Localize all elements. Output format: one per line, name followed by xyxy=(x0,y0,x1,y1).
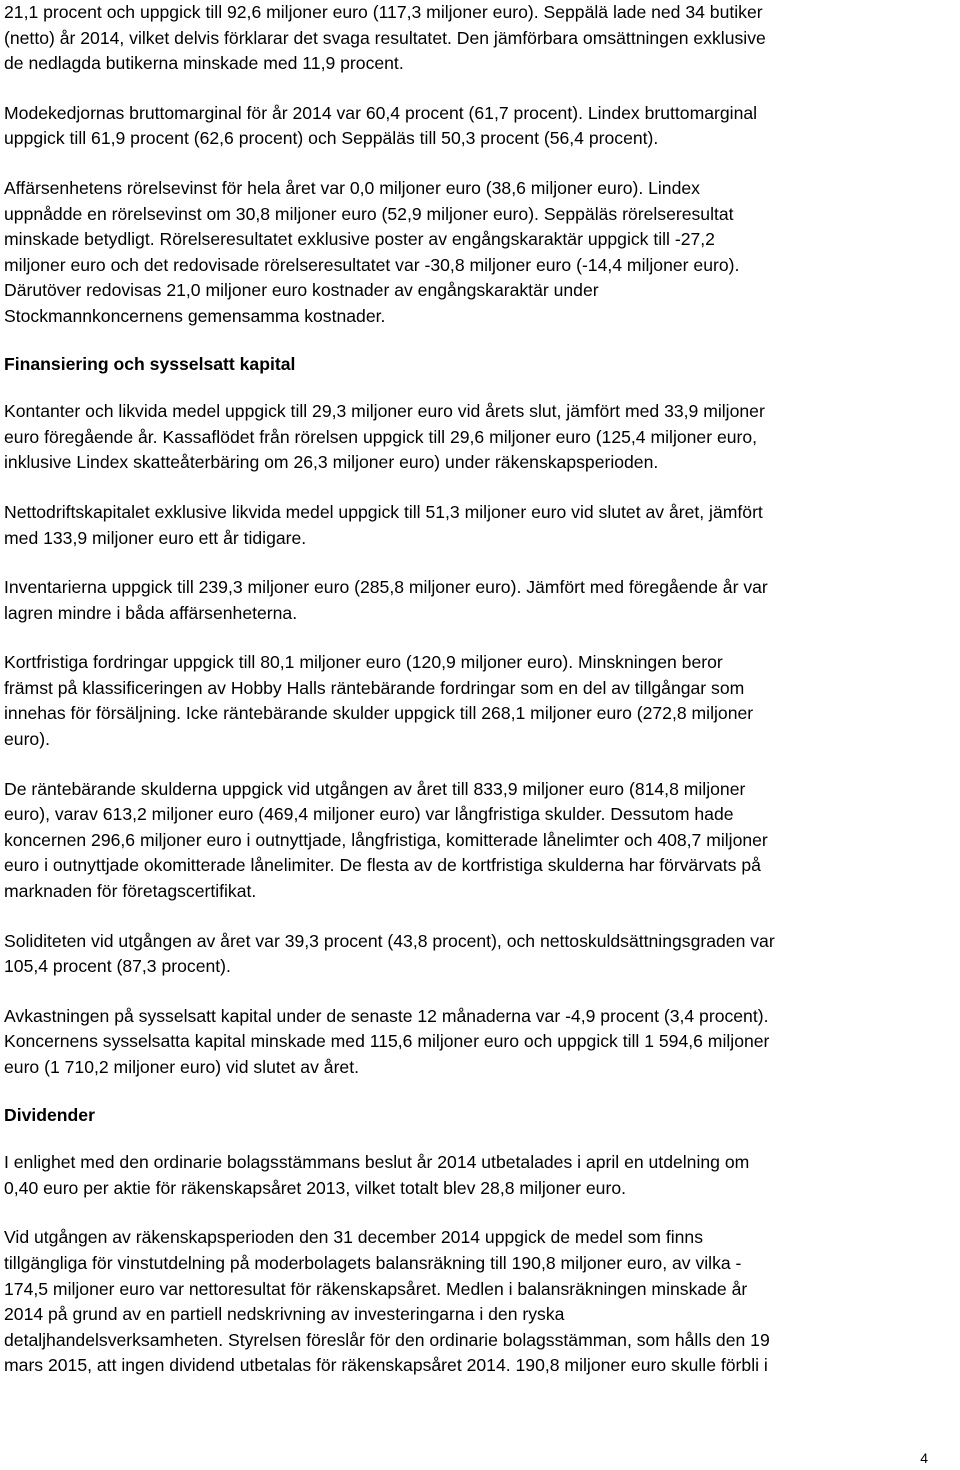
paragraph-seppala-results: 21,1 procent och uppgick till 92,6 miljoner euro (117,3 miljoner euro). Seppälä lade ned 34 butiker (netto) år 2014, vilket delvis förklarar det svaga resultatet. Den jämförbara omsättningen exklusive de nedlagda butikerna minskade med 11,9 procent. xyxy=(4,2,766,74)
paragraph-dividend-paid: I enlighet med den ordinarie bolagsstämmans beslut år 2014 utbetalades i april en utdelning om 0,40 euro per aktie för räkenskapsåret 2013, vilket totalt blev 28,8 miljoner euro. xyxy=(4,1152,750,1198)
paragraph-interest-bearing-debt: De räntebärande skulderna uppgick vid utgången av året till 833,9 miljoner euro (814,8 miljoner euro), varav 613,2 miljoner euro (469,4 miljoner euro) var långfristiga skulder. Dessutom hade koncernen 296,6 miljoner euro i outnyttjade, långfristiga, komitterade lånelimter och 408,7 miljoner euro i outnyttjade okomitterade lånelimiter. De flesta av de kortfristiga skulderna har förvärvats på marknaden för företagscertifikat. xyxy=(4,778,768,902)
page-number: 4 xyxy=(920,1450,928,1466)
paragraph-gross-margin: Modekedjornas bruttomarginal för år 2014 var 60,4 procent (61,7 procent). Lindex bruttomarginal uppgick till 61,9 procent (62,6 procent) och Seppäläs till 50,3 procent (56,4 procent). xyxy=(4,102,758,149)
document-page xyxy=(4,0,956,1379)
paragraph-inventories: Inventarierna uppgick till 239,3 miljoner euro (285,8 miljoner euro). Jämfört med föregående år var lagren mindre i båda affärsenheterna. xyxy=(4,577,768,623)
paragraph-solvency: Soliditeten vid utgången av året var 39,3 procent (43,8 procent), och nettoskuldsättningsgraden var 105,4 procent (87,3 procent). xyxy=(4,930,775,977)
heading-dividends: Dividender xyxy=(4,1104,95,1125)
paragraph-cash: Kontanter och likvida medel uppgick till 29,3 miljoner euro vid årets slut, jämfört med 33,9 miljoner euro föregående år. Kassaflödet från rörelsen uppgick till 29,6 miljoner euro (125,4 miljoner euro, inklusive Lindex skatteåterbäring om 26,3 miljoner euro) under räkenskapsperioden. xyxy=(4,401,765,473)
heading-financing: Finansiering och sysselsatt kapital xyxy=(4,353,296,374)
paragraph-operating-profit: Affärsenhetens rörelsevinst för hela året var 0,0 miljoner euro (38,6 miljoner euro). Lindex uppnådde en rörelsevinst om 30,8 miljoner euro (52,9 miljoner euro). Seppäläs rörelseresultat minskade betydligt. Rörelseresultatet exklusive poster av engångskaraktär uppgick till -27,2 miljoner euro och det redovisade rörelseresultatet var -30,8 miljoner euro (-14,4 miljoner euro). Därutöver redovisas 21,0 miljoner euro kostnader av engångskaraktär under Stockmannkoncernens gemensamma kostnader. xyxy=(4,177,740,326)
paragraph-distributable-funds: Vid utgången av räkenskapsperioden den 31 december 2014 uppgick de medel som finns tillgängliga för vinstutdelning på moderbolagets balansräkning till 190,8 miljoner euro, av vilka - 174,5 miljoner euro var nettoresultat för räkenskapsåret. Medlen i balansräkningen minskade år 2014 på grund av en partiell nedskrivning av investeringarna i den ryska detaljhandelsverksamheten. Styrelsen föreslår för den ordinarie bolagsstämman, som hålls den 19 mars 2015, att ingen dividend utbetalas för räkenskapsåret 2014. 190,8 miljoner euro skulle förbli i xyxy=(4,1227,770,1376)
paragraph-return-on-capital: Avkastningen på sysselsatt kapital under de senaste 12 månaderna var -4,9 procent (3,4 procent). Koncernens sysselsatta kapital minskade med 115,6 miljoner euro och uppgick till 1 594,6 miljoner euro (1 710,2 miljoner euro) vid slutet av året. xyxy=(4,1005,770,1077)
paragraph-receivables: Kortfristiga fordringar uppgick till 80,1 miljoner euro (120,9 miljoner euro). Minskningen beror främst på klassificeringen av Hobby Halls räntebärande fordringar som en del av tillgångar som innehas för försäljning. Icke räntebärande skulder uppgick till 268,1 miljoner euro (272,8 miljoner euro). xyxy=(4,652,754,750)
paragraph-working-capital: Nettodriftskapitalet exklusive likvida medel uppgick till 51,3 miljoner euro vid slutet av året, jämfört med 133,9 miljoner euro ett år tidigare. xyxy=(4,501,763,548)
